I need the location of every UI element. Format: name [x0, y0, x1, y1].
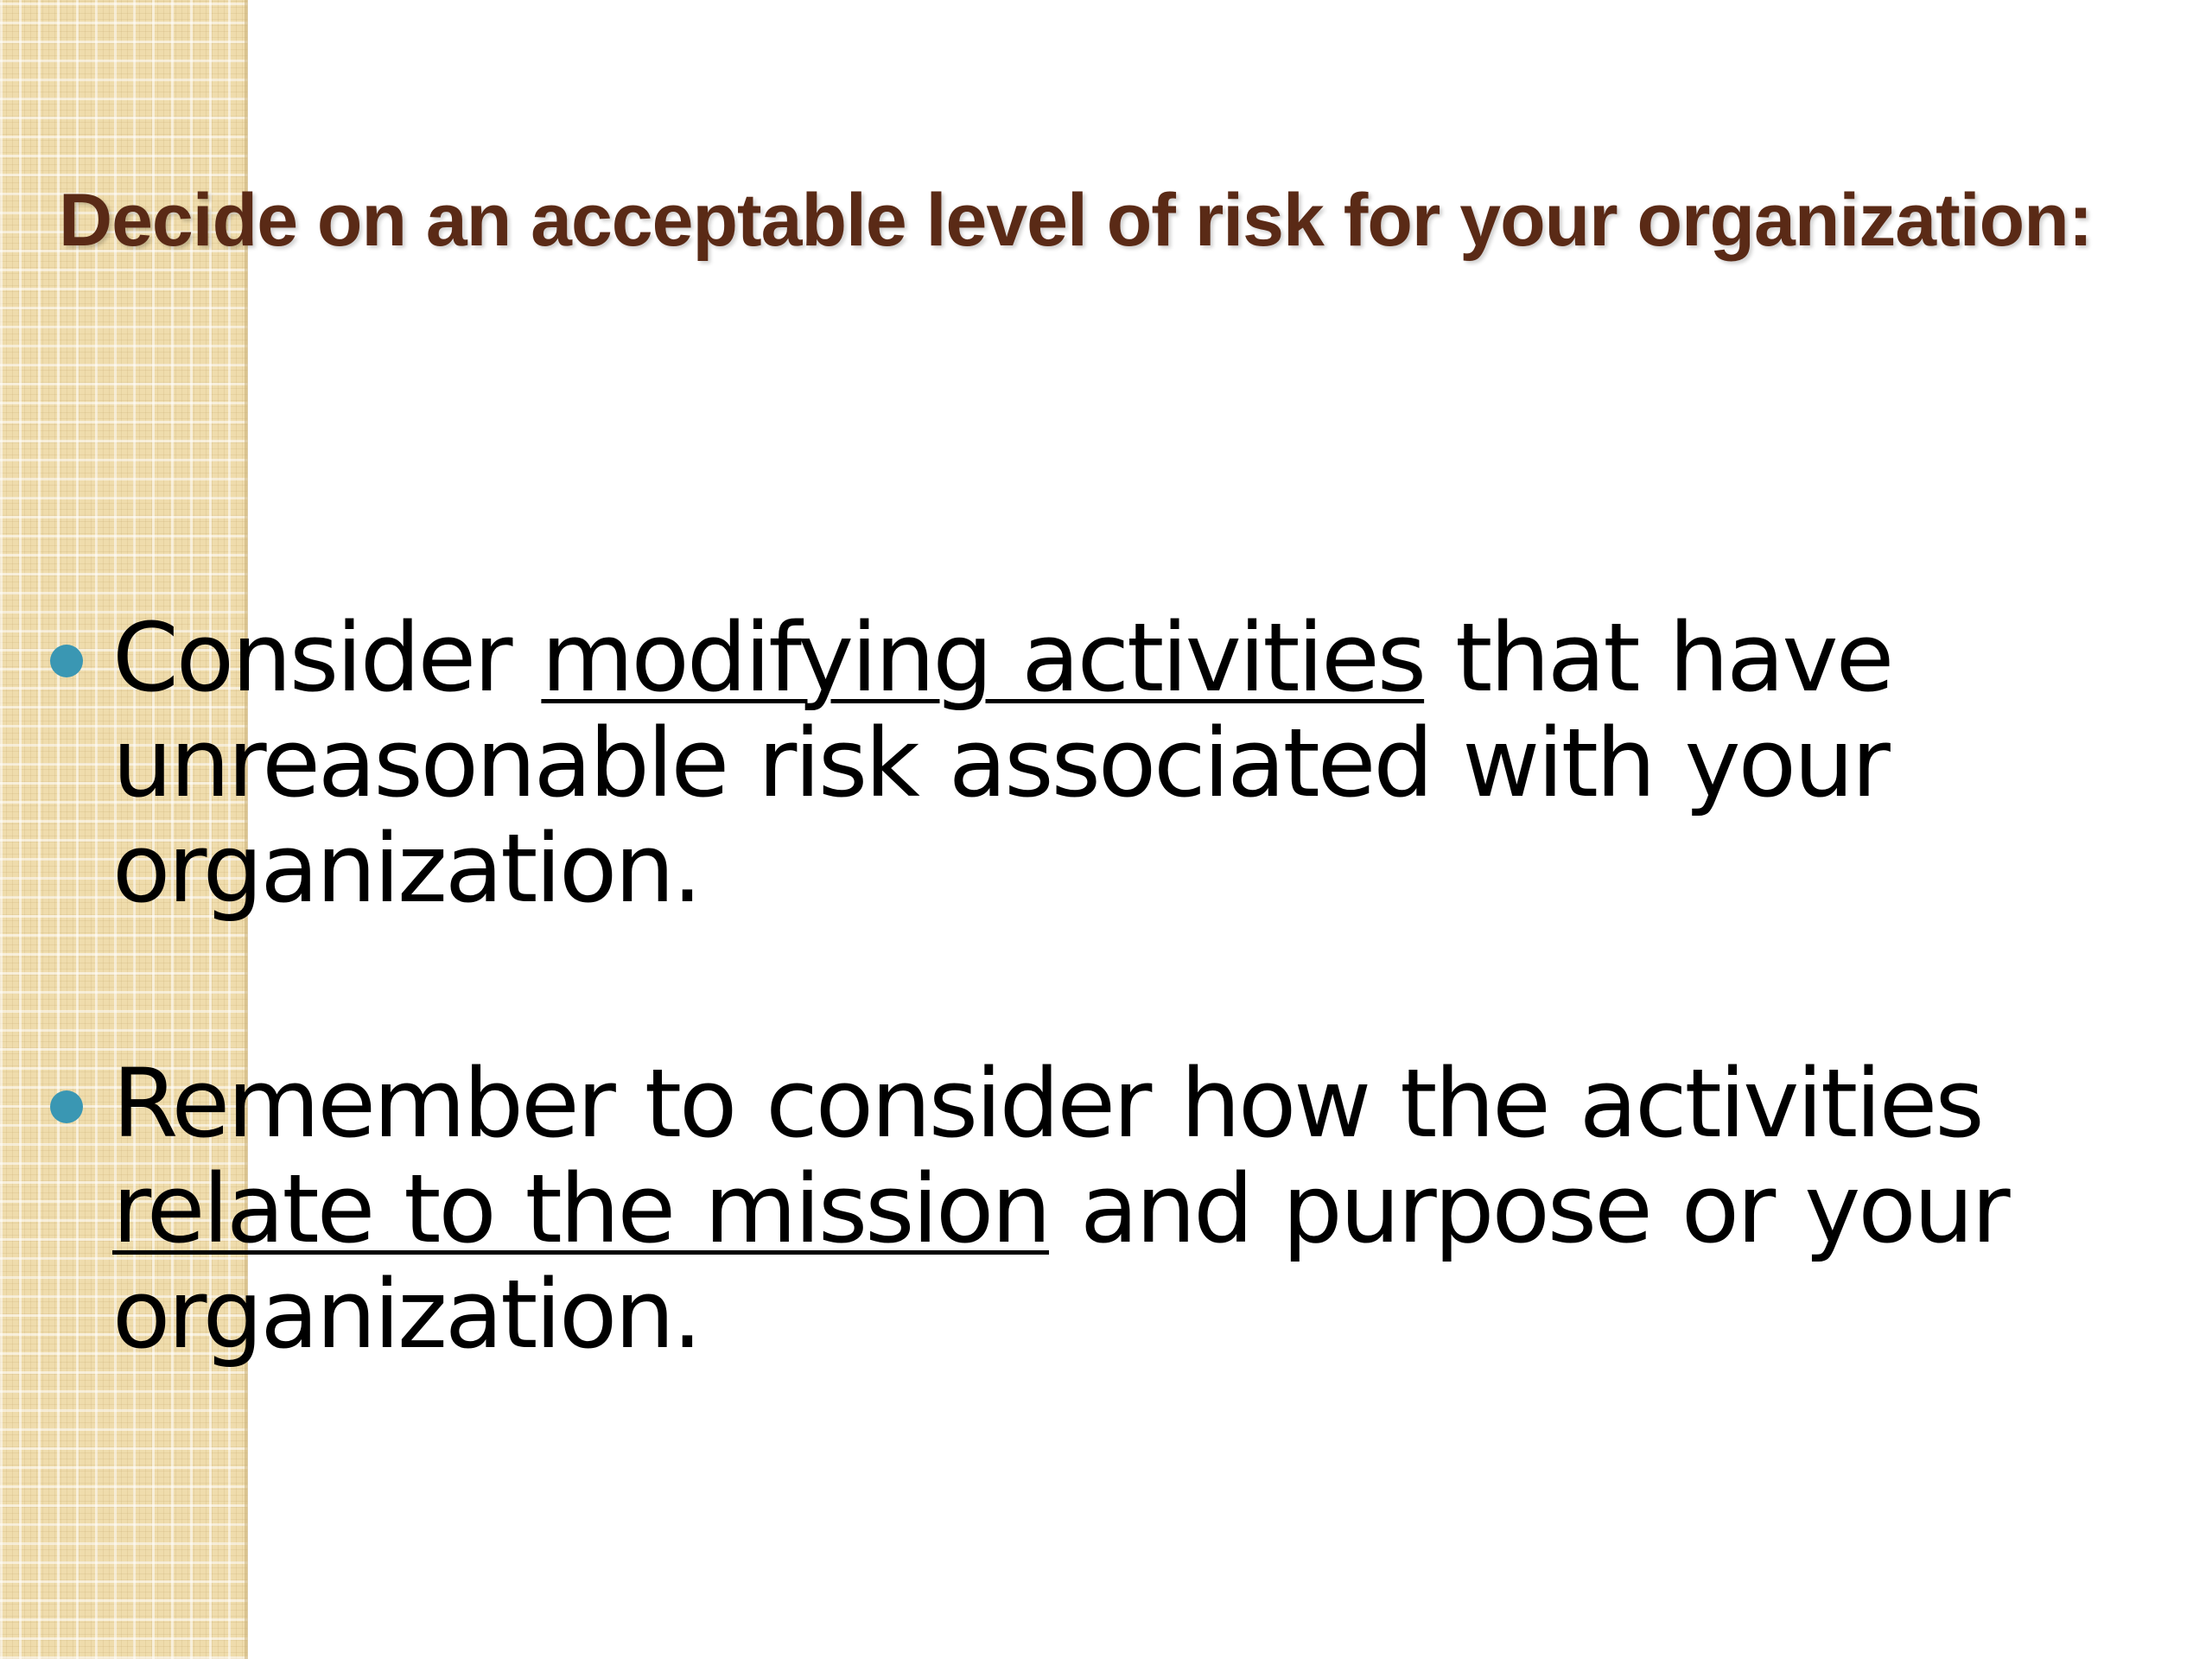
bullet-list	[0, 602, 2212, 1370]
bullet-text-tail: and purpose or your organization.	[112, 1154, 2008, 1370]
bullet-text-tail: that have unreasonable risk associated with your organization.	[112, 602, 1892, 924]
bullet-text-underlined: relate to the mission	[112, 1154, 1050, 1264]
bullet-item-relate-to-mission	[0, 1048, 2100, 1370]
bullet-dot-icon	[50, 1090, 83, 1123]
bullet-text-underlined: modifying activities	[541, 602, 1425, 713]
bullet-text-lead: Consider	[112, 602, 542, 713]
bullet-text-lead: Remember to consider how the activities	[112, 1048, 1982, 1159]
slide-title: Decide on an acceptable level of risk for your organization:	[59, 179, 2093, 262]
bullet-item-modifying-activities	[0, 602, 2100, 924]
bullet-dot-icon	[50, 645, 83, 677]
